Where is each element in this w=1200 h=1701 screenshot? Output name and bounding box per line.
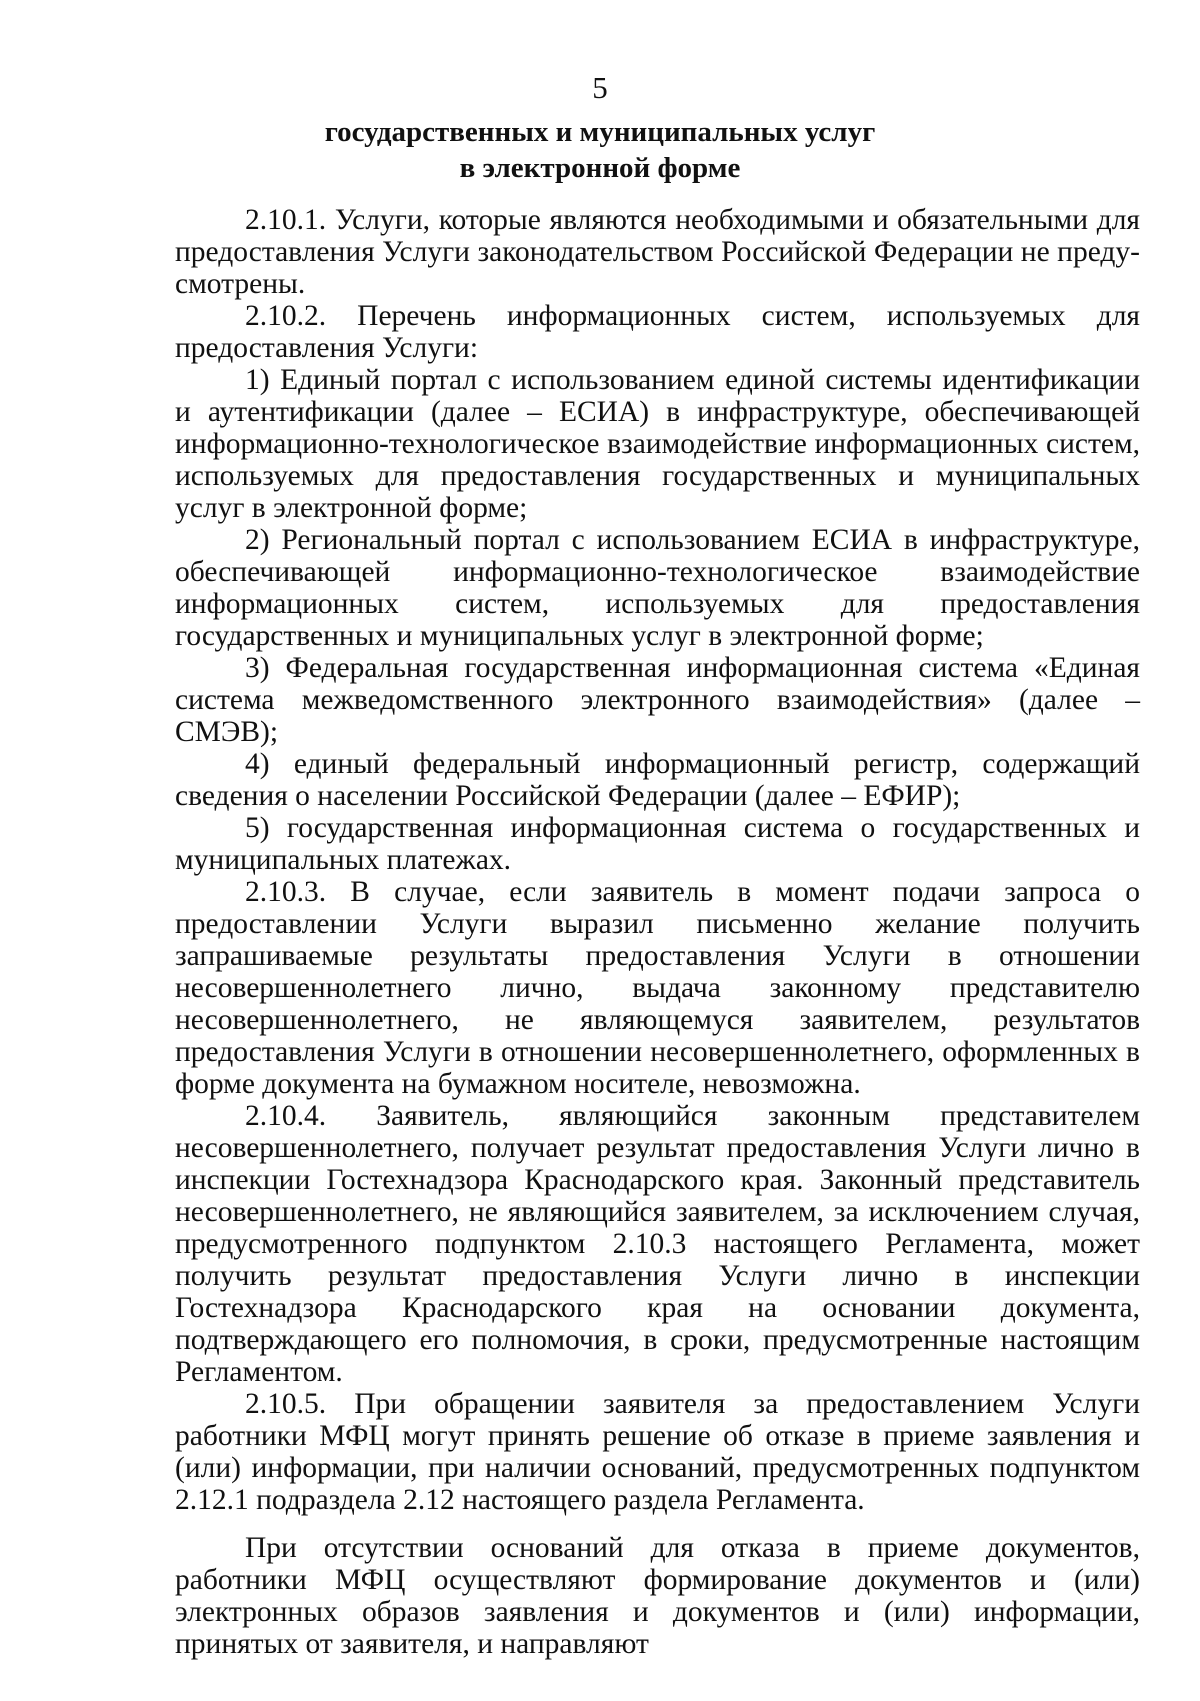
paragraph-2-10-2: 2.10.2. Перечень информационных систем, используемых для предоставления Услуги: <box>175 300 1140 364</box>
paragraph-2-10-4: 2.10.4. Заявитель, являющийся законным представителем несовершеннолетнего, получает результат предоставления Услуги лично в инспекции Гостехнадзора Краснодарского края. Законный представитель несовершеннолетнего, не являющийся заявителем, за исключением случая, предусмотренного подпунктом 2.10.3 настоящего Регламента, может получить результат предоставления Услуги лично в инспекции Гостехнадзора Краснодарского края на основании документа, подтверждающего его полномочия, в сроки, предусмотренные настоящим Регламентом. <box>175 1100 1140 1388</box>
paragraph-2-10-5: 2.10.5. При обращении заявителя за предоставлением Услуги работники МФЦ могут принять решение об отказе в приеме заявления и (или) информации, при наличии оснований, предусмотренных подпунктом 2.12.1 подраздела 2.12 настоящего раздела Регламента. <box>175 1388 1140 1516</box>
section-heading <box>0 114 1200 186</box>
paragraph-2-10-1: 2.10.1. Услуги, которые являются необходимыми и обязательными для предоставления Услуги законодательством Российской Федерации не предусмотрены. <box>175 204 1140 300</box>
document-body <box>175 204 1140 1660</box>
list-item-4: 4) единый федеральный информационный регистр, содержащий сведения о населении Российской Федерации (далее – ЕФИР); <box>175 748 1140 812</box>
section-heading-line-1: государственных и муниципальных услуг <box>324 116 876 148</box>
list-item-1: 1) Единый портал с использованием единой системы идентификации и аутентификации (далее – ЕСИА) в инфраструктуре, обеспечивающей информационно-технологическое взаимодействие информационных систем, используемых для предоставления государственных и муниципальных услуг в электронной форме; <box>175 364 1140 524</box>
page-number: 5 <box>592 70 608 105</box>
list-item-3: 3) Федеральная государственная информационная система «Единая система межведомственного электронного взаимодействия» (далее – СМЭВ); <box>175 652 1140 748</box>
paragraph-continuation: При отсутствии оснований для отказа в приеме документов, работники МФЦ осуществляют формирование документов и (или) электронных образов заявления и документов и (или) информации, принятых от заявителя, и направляют <box>175 1532 1140 1660</box>
list-item-2: 2) Региональный портал с использованием ЕСИА в инфраструктуре, обеспечивающей информационно-технологическое взаимодействие информационных систем, используемых для предоставления государственных и муниципальных услуг в электронной форме; <box>175 524 1140 652</box>
section-heading-line-2: в электронной форме <box>459 152 741 184</box>
paragraph-2-10-3: 2.10.3. В случае, если заявитель в момент подачи запроса о предоставлении Услуги выразил письменно желание получить запрашиваемые результаты предоставления Услуги в отношении несовершеннолетнего лично, выдача законному представителю несовершеннолетнего, не являющемуся заявителем, результатов предоставления Услуги в отношении несовершеннолетнего, оформленных в форме документа на бумажном носителе, невозможна. <box>175 876 1140 1100</box>
list-item-5: 5) государственная информационная система о государственных и муниципальных платежах. <box>175 812 1140 876</box>
